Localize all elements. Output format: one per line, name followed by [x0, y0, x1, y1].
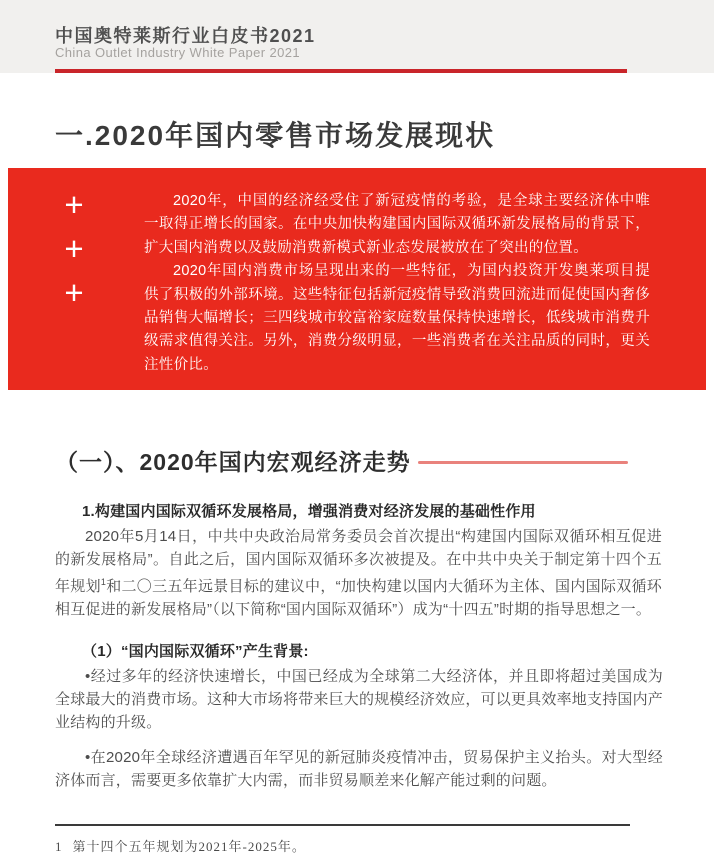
paragraph-text-after-footnote: 和二〇三五年远景目标的建议中，“加快构建以国内大循环为主体、国内国际双循环相互促进的新发展格局”（以下简称“国内国际双循环”）成为“十四五”时期的指导思想之一。	[55, 578, 662, 618]
plus-icon: +	[64, 274, 84, 311]
plus-icon: +	[64, 186, 84, 223]
page-header	[0, 0, 714, 73]
chapter-title: 一.2020年国内零售市场发展现状	[55, 120, 496, 151]
highlight-paragraph: 2020年国内消费市场呈现出来的一些特征，为国内投资开发奥莱项目提供了积极的外部环境。这些特征包括新冠疫情导致消费回流进而促使国内奢侈品销售大幅增长；三四线城市较富裕家庭数量保持快速增长，低线城市消费升级需求值得关注。另外，消费分级明显，一些消费者在关注品质的同时，更关注性价比。	[144, 263, 650, 373]
background-bullet-list	[55, 665, 663, 804]
footnote	[55, 836, 655, 855]
plus-icon: +	[64, 230, 84, 267]
header-title: 中国奥特莱斯行业白皮书2021	[55, 26, 316, 46]
section-heading-rule	[418, 461, 628, 464]
header-subtitle: China Outlet Industry White Paper 2021	[55, 45, 300, 60]
paragraph-text-before-footnote: 2020年5月14日，中共中央政治局常务委员会首次提出“构建国内国际双循环相互促进的新发展格局”。自此之后，国内国际双循环多次被提及。在中共中央关于制定第十四个五年规划	[55, 528, 662, 595]
highlight-box	[8, 168, 706, 390]
footnote-divider-rule	[55, 824, 630, 826]
section-heading: （一）、2020年国内宏观经济走势	[55, 449, 411, 475]
footnote-ref-superscript: 1	[100, 577, 107, 587]
highlight-paragraph: 2020年，中国的经济经受住了新冠疫情的考验，是全球主要经济体中唯一取得正增长的国家。在中央加快构建国内国际双循环新发展格局的背景下，扩大国内消费以及鼓励消费新模式新业态发展被放在了突出的位置。	[144, 193, 650, 256]
header-red-rule	[55, 69, 627, 73]
footnote-text: 第十四个五年规划为2021年-2025年。	[72, 839, 306, 854]
highlight-box-text	[144, 190, 650, 377]
bullet-item: •在2020年全球经济遭遇百年罕见的新冠肺炎疫情冲击，贸易保护主义抬头。对大型经济体而言，需要更多依靠扩大内需，而非贸易顺差来化解产能过剩的问题。	[55, 749, 663, 789]
bullet-item: •经过多年的经济快速增长，中国已经成为全球第二大经济体，并且即将超过美国成为全球最大的消费市场。这种大市场将带来巨大的规模经济效应，可以更具效率地支持国内产业结构的升级。	[55, 668, 664, 731]
subsection-heading: 1.构建国内国际双循环发展格局，增强消费对经济发展的基础性作用	[82, 503, 536, 520]
footnote-marker: 1	[55, 839, 63, 854]
paragraph-dual-circulation	[55, 525, 662, 621]
background-heading: （1）“国内国际双循环”产生背景:	[82, 643, 309, 660]
